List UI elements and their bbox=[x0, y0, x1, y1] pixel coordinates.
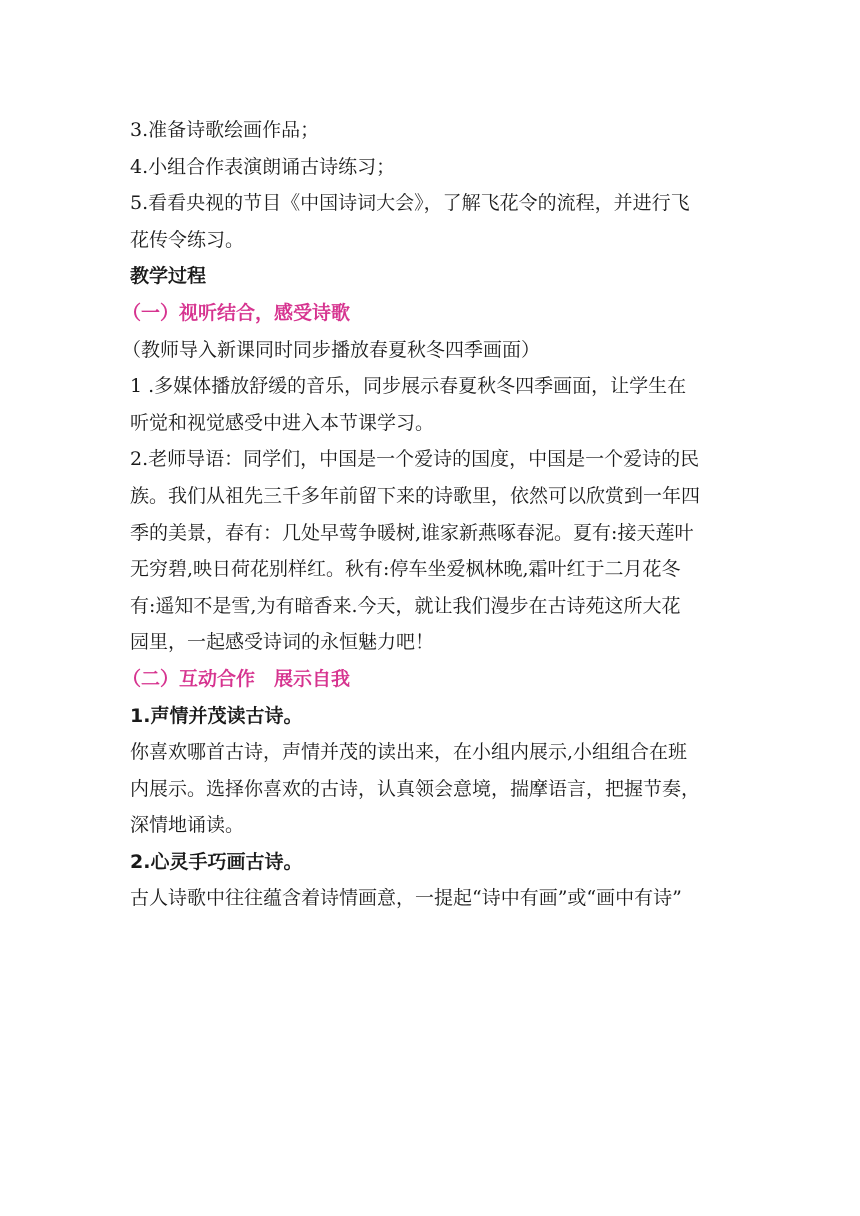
text-line: 2.老师导语：同学们，中国是一个爱诗的国度，中国是一个爱诗的民 bbox=[130, 448, 700, 471]
text-line: 古人诗歌中往往蕴含着诗情画意，一提起“诗中有画”或“画中有诗” bbox=[130, 887, 682, 910]
paragraph bbox=[130, 880, 730, 917]
document-body bbox=[122, 112, 730, 917]
text-line: 族。我们从祖先三千多年前留下来的诗歌里，依然可以欣赏到一年四 bbox=[130, 484, 701, 507]
text-line: 1.声情并茂读古诗。 bbox=[130, 704, 303, 727]
paragraph bbox=[130, 368, 730, 441]
text-line: 有:遥知不是雪,为有暗香来.今天，就让我们漫步在古诗苑这所大花 bbox=[130, 594, 681, 617]
text-line: （二）互动合作 展示自我 bbox=[122, 667, 351, 690]
bold-heading bbox=[130, 698, 730, 735]
text-line: （一）视听结合，感受诗歌 bbox=[122, 301, 351, 324]
text-line: 4.小组合作表演朗诵古诗练习； bbox=[130, 155, 396, 178]
text-line: 深情地诵读。 bbox=[130, 814, 245, 837]
text-line: 2.心灵手巧画古诗。 bbox=[130, 850, 303, 873]
text-line: 5.看看央视的节目《中国诗词大会》，了解飞花令的流程，并进行飞 bbox=[130, 192, 690, 215]
paragraph bbox=[130, 112, 730, 149]
text-line: 教学过程 bbox=[130, 265, 207, 288]
text-line: 内展示。选择你喜欢的古诗，认真领会意境，揣摩语言，把握节奏， bbox=[130, 777, 701, 800]
paragraph bbox=[122, 332, 730, 369]
paragraph bbox=[130, 185, 730, 258]
bold-heading bbox=[130, 258, 730, 295]
text-line: 花传令练习。 bbox=[130, 228, 245, 251]
section-heading bbox=[122, 661, 730, 698]
text-line: 1 .多媒体播放舒缓的音乐，同步展示春夏秋冬四季画面，让学生在 bbox=[130, 375, 687, 398]
text-line: 你喜欢哪首古诗，声情并茂的读出来，在小组内展示,小组组合在班 bbox=[130, 741, 688, 764]
paragraph bbox=[130, 149, 730, 186]
section-heading bbox=[122, 295, 730, 332]
text-line: 无穷碧,映日荷花别样红。秋有:停车坐爱枫林晚,霜叶红于二月花冬 bbox=[130, 558, 681, 581]
paragraph bbox=[130, 441, 730, 661]
paragraph bbox=[130, 734, 730, 844]
bold-heading bbox=[130, 844, 730, 881]
text-line: 园里，一起感受诗词的永恒魅力吧！ bbox=[130, 631, 435, 654]
text-line: 3.准备诗歌绘画作品； bbox=[130, 119, 320, 141]
text-line: 季的美景，春有：几处早莺争暖树,谁家新燕啄春泥。夏有:接天莲叶 bbox=[130, 521, 694, 544]
text-line: 听觉和视觉感受中进入本节课学习。 bbox=[130, 411, 435, 434]
text-line: （教师导入新课同时同步播放春夏秋冬四季画面） bbox=[122, 338, 541, 361]
